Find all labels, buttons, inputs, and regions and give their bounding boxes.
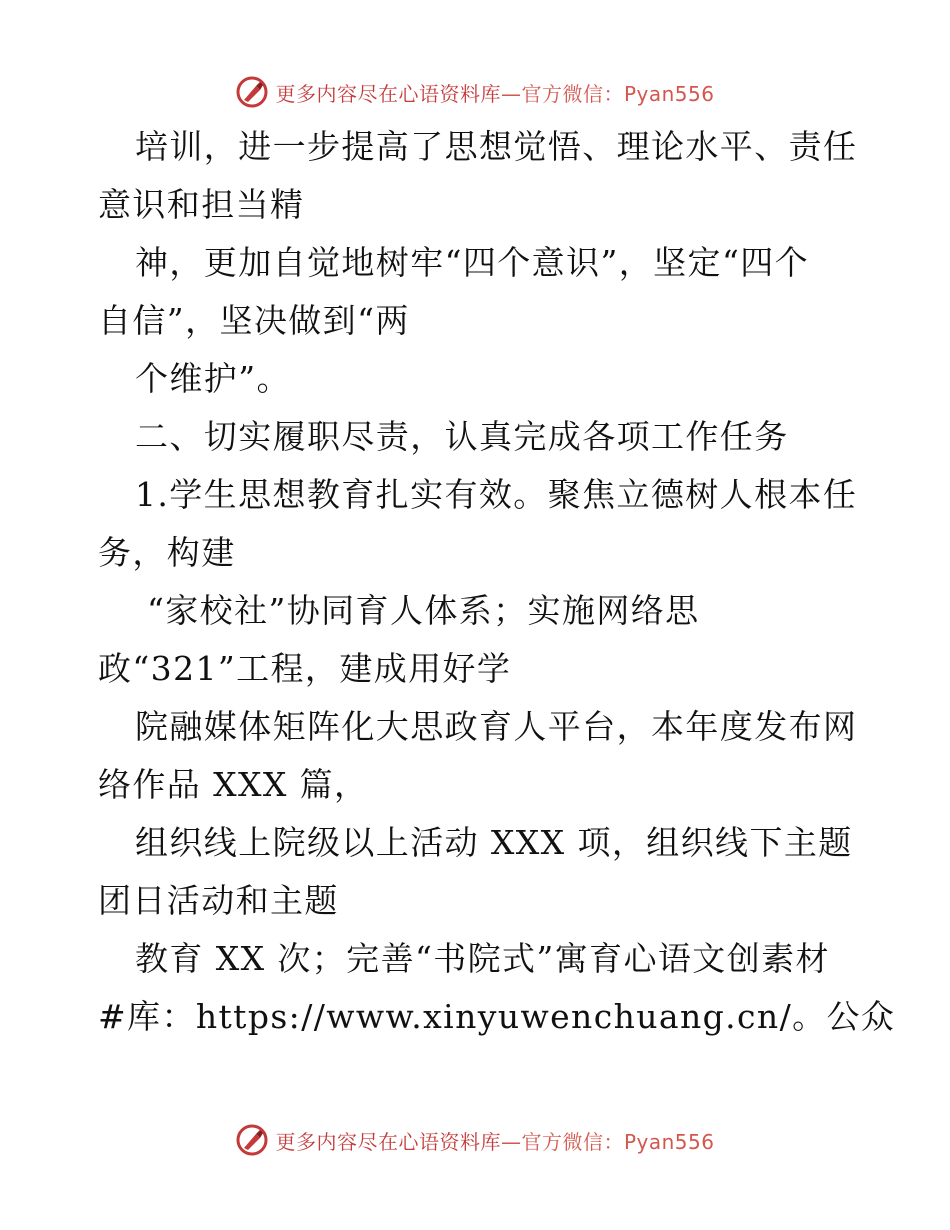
banner-text-left: 更多内容尽在心语资料库 xyxy=(275,81,501,106)
banner-text-left: 更多内容尽在心语资料库 xyxy=(275,1129,501,1154)
paragraph-line: #库：https://www.xinyuwenchuang.cn/。公众 xyxy=(98,997,896,1036)
banner-text xyxy=(275,78,714,107)
paragraph-line: 政“321”工程，建成用好学 xyxy=(98,649,512,688)
pen-logo-icon xyxy=(235,1123,269,1157)
paragraph-line: 培训，进一步提高了思想觉悟、理论水平、责任 xyxy=(135,127,858,166)
paragraph-line: 个维护”。 xyxy=(135,359,291,398)
banner-text xyxy=(275,1126,714,1155)
paragraph-line: 教育 XX 次；完善“书院式”寓育心语文创素材 xyxy=(135,939,830,978)
paragraph-line: 络作品 XXX 篇， xyxy=(98,765,369,804)
paragraph-line: 自信”，坚决做到“两 xyxy=(98,301,410,340)
pen-logo-icon xyxy=(235,75,269,109)
header-banner xyxy=(0,70,950,114)
banner-text-right: —官方微信：Pyan556 xyxy=(500,1129,715,1154)
paragraph-line: 院融媒体矩阵化大思政育人平台，本年度发布网 xyxy=(135,707,858,746)
section-heading: 二、切实履职尽责，认真完成各项工作任务 xyxy=(135,417,789,456)
paragraph-line: 神，更加自觉地树牢“四个意识”，坚定“四个 xyxy=(135,243,810,282)
paragraph-line: 组织线上院级以上活动 XXX 项，组织线下主题 xyxy=(135,823,853,862)
banner-text-right: —官方微信：Pyan556 xyxy=(500,81,715,106)
document-body xyxy=(98,118,896,1046)
paragraph-line: 务，构建 xyxy=(98,533,236,572)
paragraph-line: 团日活动和主题 xyxy=(98,881,339,920)
paragraph-line: 1.学生思想教育扎实有效。聚焦立德树人根本任 xyxy=(135,475,858,514)
paragraph-line: 意识和担当精 xyxy=(98,185,305,224)
paragraph-line: “家校社”协同育人体系；实施网络思 xyxy=(147,591,700,630)
footer-banner xyxy=(0,1118,950,1162)
